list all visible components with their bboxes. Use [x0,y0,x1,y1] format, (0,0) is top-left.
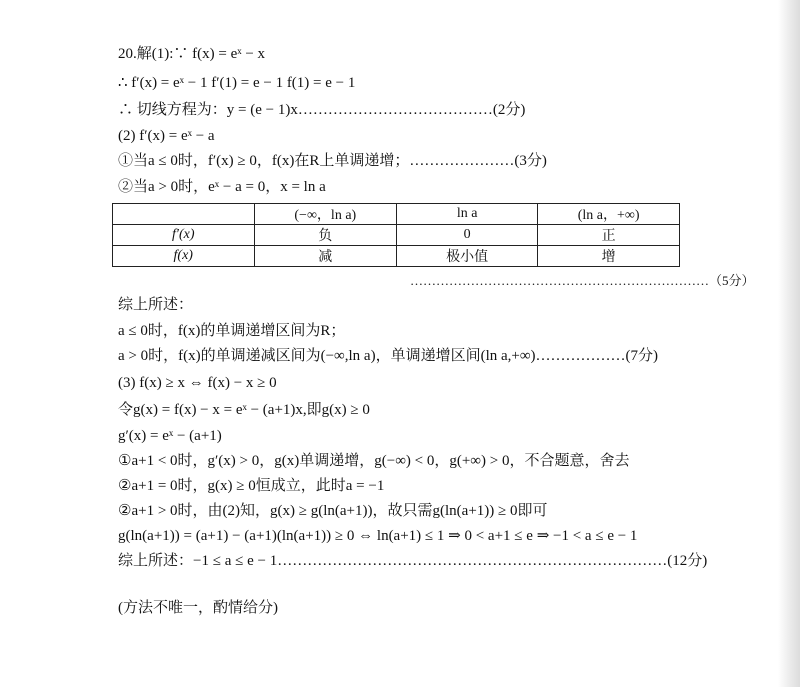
line-case-3: ②a+1 > 0时，由(2)知，g(x) ≥ g(ln(a+1))，故只需g(ln(a+1)) ≥ 0即可 [118,503,548,519]
line-part3-equivalence: (3) f(x) ≥ x ⇔ f(x) − x ≥ 0 [118,375,277,391]
line-summary-heading: 综上所述： [118,297,194,313]
table-cell: 减 [254,246,397,267]
line-grading-note: (方法不唯一，酌情给分) [118,600,278,616]
table-cell [113,204,255,225]
line-case-1: ①a+1 < 0时，g′(x) > 0，g(x)单调递增，g(−∞) < 0，g(+∞) > 0，不合题意，舍去 [118,453,630,469]
table-cell: (−∞，ln a) [254,204,397,225]
line-case-3-derivation: g(ln(a+1)) = (a+1) − (a+1)(ln(a+1)) ≥ 0 ⇔ ln(a+1) ≤ 1 ⇒ 0 < a+1 ≤ e ⇒ −1 < a ≤ e − 1 [118,528,638,544]
line-case-a-nonpositive: ①当a ≤ 0时，f′(x) ≥ 0，f(x)在R上单调递增；…………………(3分) [118,153,547,169]
table-cell: (ln a，+∞) [538,204,680,225]
line-case-2: ②a+1 = 0时，g(x) ≥ 0恒成立，此时a = −1 [118,478,385,494]
table-cell: 0 [397,225,538,246]
line-g-derivative: g′(x) = eˣ − (a+1) [118,428,222,444]
line-tangent: ∴ 切线方程为：y = (e − 1)x…………………………………(2分) [118,102,526,118]
table-cell: 增 [538,246,680,267]
line-case-a-positive: ②当a > 0时，eˣ − a = 0，x = ln a [118,179,326,195]
line-part1-function: 20.解(1):∵ f(x) = eˣ − x [118,46,266,62]
table-row [113,204,680,225]
table-row [113,246,680,267]
line-summary-a-positive: a > 0时，f(x)的单调递减区间为(−∞,ln a)，单调递增区间(ln a,+∞)………………(7分) [118,348,659,364]
line-summary-a-nonpositive: a ≤ 0时，f(x)的单调递增区间为R； [118,323,346,339]
line-part2-derivative: (2) f′(x) = eˣ − a [118,128,215,144]
table-row [113,225,680,246]
monotonicity-table [112,203,680,267]
table-cell: ln a [397,204,538,225]
table-cell: 正 [538,225,680,246]
line-define-g: 令g(x) = f(x) − x = eˣ − (a+1)x,即g(x) ≥ 0 [118,402,370,418]
page-edge-shadow [778,0,800,687]
line-derivative: ∴ f′(x) = eˣ − 1 f′(1) = e − 1 f(1) = e − 1 [118,75,356,91]
table-cell: 极小值 [397,246,538,267]
score-note-5: ……………………………………………………………（5分） [410,273,755,288]
line-final-conclusion: 综上所述：−1 ≤ a ≤ e − 1……………………………………………………………………(12分) [118,553,708,569]
table-cell: f′(x) [113,225,255,246]
table-cell: f(x) [113,246,255,267]
table-cell: 负 [254,225,397,246]
